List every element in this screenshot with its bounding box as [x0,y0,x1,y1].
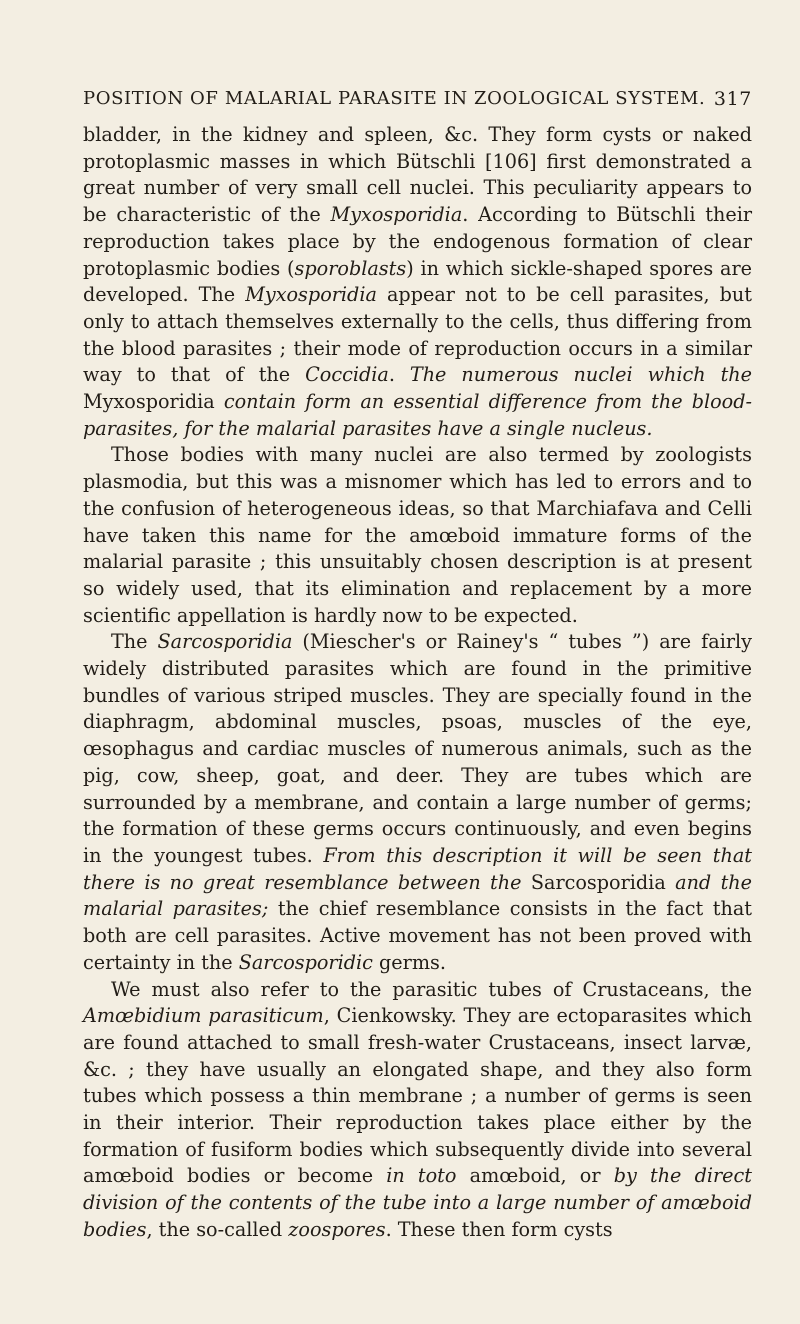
body-text [83,122,752,1244]
text-segment: The [111,630,158,654]
text-segment: appear not to be cell parasites, but only to attach themselves externally to the cells, thus differing from the blood parasites ; their mode of reproduction occurs in a similar way to that of the [83,283,752,387]
italic-text: Myxosporidia [245,283,377,307]
text-segment: germs. [372,950,446,974]
italic-text: From this description it will be seen that there is no great resemblance between the [83,843,752,894]
text-segment: bladder, in the kidney and spleen, &c. They form cysts or naked protoplasmic masses in which Bütschli [106] first demonstrated a great number of very small cell nuclei. This peculiarity appears to be characteristic of the [83,123,752,227]
paragraph [83,122,752,442]
italic-text: The numerous nuclei which the [409,363,753,387]
text-segment: Myxosporidia [83,390,215,414]
text-segment: . According to Bütschli their reproduction takes place by the endogenous formation of clear protoplasmic bodies ( [83,203,752,280]
text-segment: Sarcosporidia [530,870,666,894]
text-segment: ) in which sickle-shaped spores are developed. The [83,256,752,307]
paragraph [83,442,752,629]
italic-text: Sarcosporidic [238,950,373,974]
page-number: 317 [713,88,752,110]
text-segment: . [388,363,410,387]
italic-text: in toto [386,1164,457,1188]
text-segment: , the so-called [146,1217,289,1241]
running-head-title: POSITION OF MALARIAL PARASITE IN ZOOLOGICAL SYSTEM. [83,88,706,109]
italic-text: by the direct division of the contents of the tube into a large number of amœboid bodies [83,1164,752,1241]
text-segment: , Cienkowsky. They are ectoparasites which are found attached to small fresh-water Crustaceans, insect larvæ, &c. ; they have usually an elongated shape, and they also form tubes which possess a thin membrane ; a number of germs is seen in their interior. Their reproduction takes place either by the formation of fusiform bodies which subsequently divide into several amœboid bodies or become [83,1004,752,1188]
italic-text: Coccidia [305,363,389,387]
text-segment: . These then form cysts [385,1217,613,1241]
text-segment: (Miescher's or Rainey's “ tubes ”) are fairly widely distributed parasites which are found in the primitive bundles of various striped muscles. They are specially found in the diaphragm, abdominal muscles, psoas, muscles of the eye, œsophagus and cardiac muscles of numerous animals, such as the pig, cow, sheep, goat, and deer. They are tubes which are surrounded by a membrane, and contain a large number of germs; the formation of these germs occurs continuously, and even begins in the youngest tubes. [83,630,752,867]
italic-text: Sarcosporidia [157,630,293,654]
italic-text: Myxosporidia [330,203,463,227]
paragraph [83,977,752,1244]
text-segment: We must also refer to the parasitic tubes of Crustaceans, the [111,977,752,1001]
text-segment: Those bodies with many nuclei are also termed by zoologists plasmodia, but this was a misnomer which has led to errors and to the confusion of heterogeneous ideas, so that Marchiafava and Celli have taken this name for the amœboid immature forms of the malarial parasite ; this unsuitably chosen description is at present so widely used, that its elimination and replacement by a more scientific appellation is hardly now to be expected. [83,443,752,627]
italic-text: and the malarial parasites; [83,870,752,921]
italic-text: Amœbidium parasiticum [83,1004,324,1028]
italic-text: sporoblasts [294,256,407,280]
paragraph [83,629,752,976]
text-segment: amœboid, or [456,1164,614,1188]
running-head [83,88,752,118]
italic-text: contain form an essential difference from the blood-parasites, for the malarial parasites have a single nucleus. [83,390,752,440]
italic-text: zoospores [288,1217,386,1241]
text-segment: the chief resemblance consists in the fact that both are cell parasites. Active movement has not been proved with certainty in the [83,897,752,974]
